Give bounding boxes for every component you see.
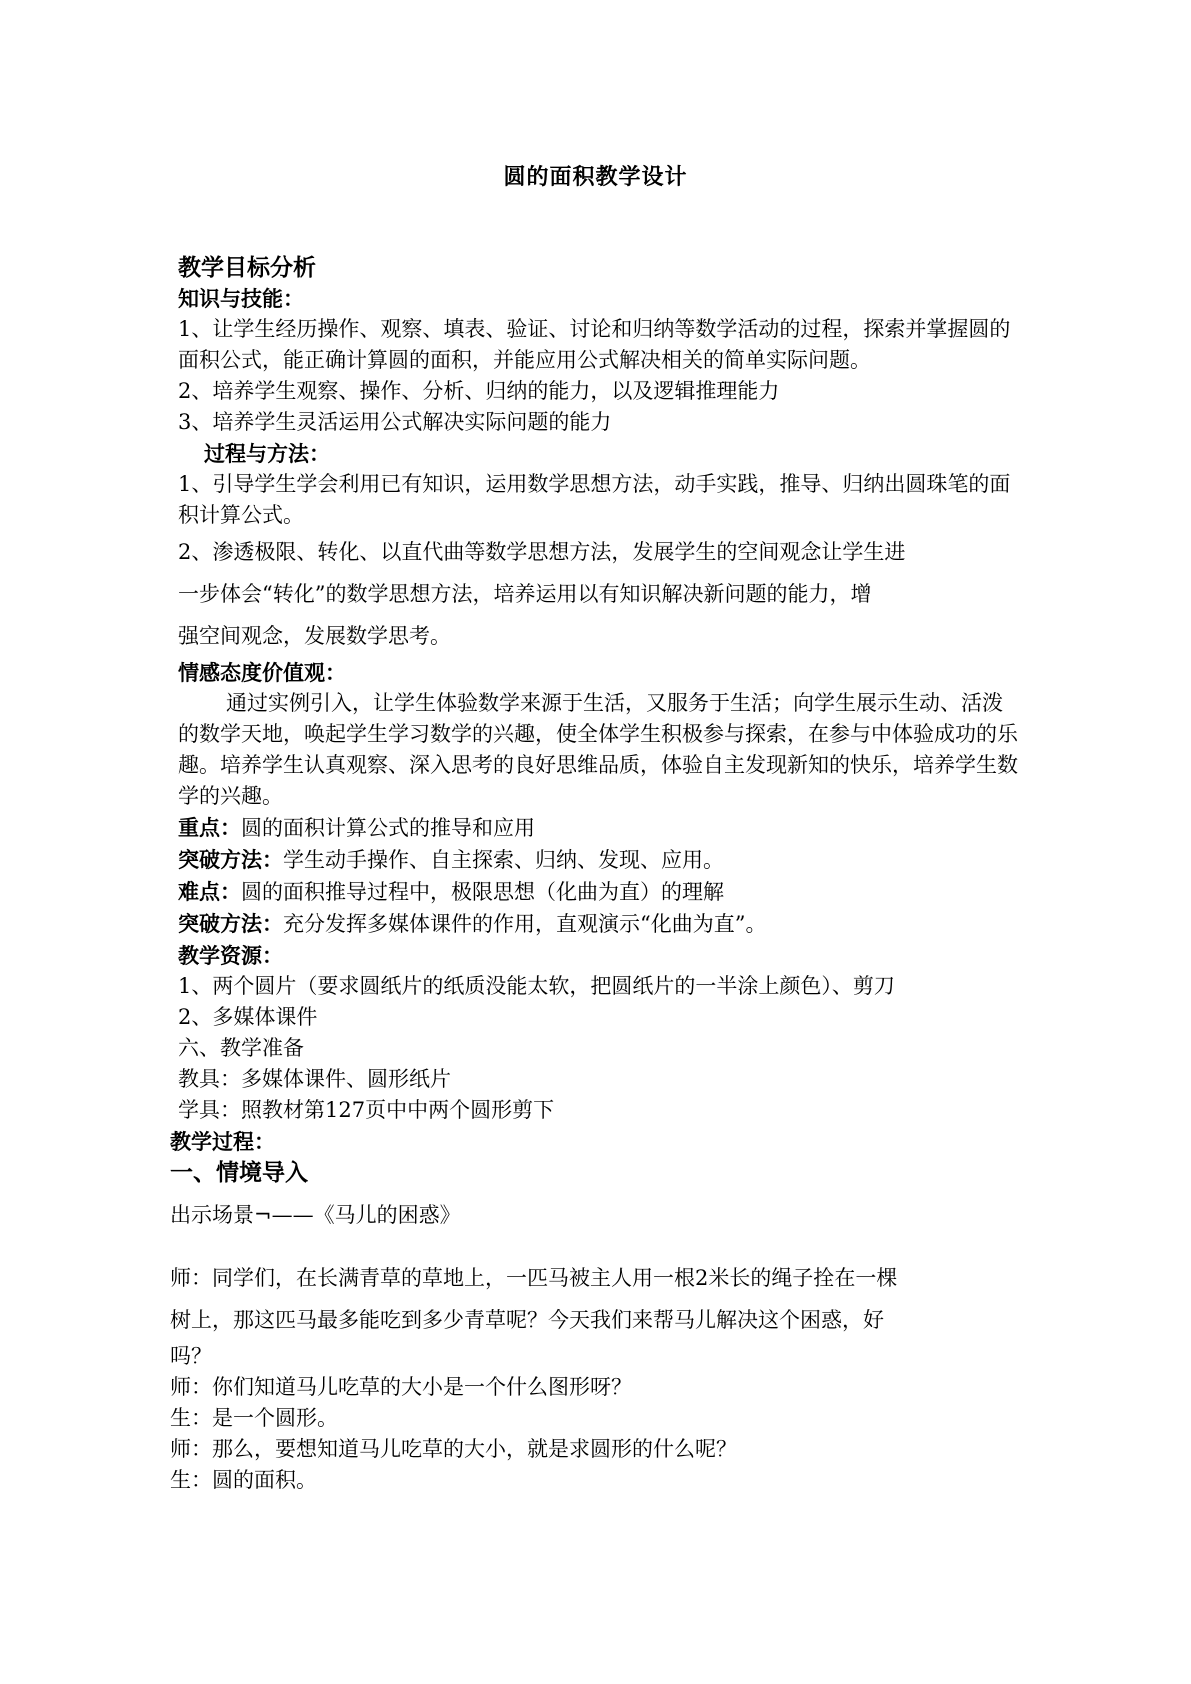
dialog-student-1: 生：是一个圆形。: [170, 1406, 338, 1430]
process-item-2-line-2: 一步体会“转化”的数学思想方法，培养运用以有知识解决新问题的能力，增: [178, 582, 872, 606]
key-point-text: 圆的面积计算公式的推导和应用: [241, 816, 535, 840]
process-item-2-line-3: 强空间观念，发展数学思考。: [178, 624, 451, 648]
process-item-1: 1、引导学生学会利用已有知识，运用数学思想方法，动手实践，推导、归纳出圆珠笔的面积计算公式。: [178, 472, 1011, 527]
document-title: 圆的面积教学设计: [503, 164, 688, 190]
objectives-heading: 教学目标分析: [178, 254, 316, 281]
resources-heading: 教学资源：: [178, 943, 283, 968]
difficulty-text: 圆的面积推导过程中，极限思想（化曲为直）的理解: [241, 880, 724, 904]
dialog-teacher-1-line-2: 树上，那这匹马最多能吃到多少青草呢？今天我们来帮马儿解决这个困惑，好: [170, 1308, 884, 1332]
knowledge-item-1: 1、让学生经历操作、观察、填表、验证、讨论和归纳等数学活动的过程，探索并掌握圆的面积公式，能正确计算圆的面积，并能应用公式解决相关的简单实际问题。: [178, 317, 1011, 372]
key-method-line: [178, 844, 1018, 876]
preparation-teacher: 教具：多媒体课件、圆形纸片: [178, 1067, 451, 1091]
key-method-text: 学生动手操作、自主探索、归纳、发现、应用。: [283, 848, 724, 872]
knowledge-item-2: 2、培养学生观察、操作、分析、归纳的能力，以及逻辑推理能力: [178, 379, 780, 403]
emotion-heading: 情感态度价值观：: [178, 660, 346, 685]
preparation-heading: 六、教学准备: [178, 1036, 304, 1060]
difficulty-method-text: 充分发挥多媒体课件的作用，直观演示“化曲为直”。: [283, 912, 767, 936]
process-item-2-line-1: 2、渗透极限、转化、以直代曲等数学思想方法，发展学生的空间观念让学生进: [178, 540, 906, 564]
key-point-label: 重点：: [178, 815, 241, 840]
key-method-label: 突破方法：: [178, 847, 283, 872]
difficulty-label: 难点：: [178, 879, 241, 904]
dialog-teacher-2: 师：你们知道马儿吃草的大小是一个什么图形呀？: [170, 1375, 632, 1399]
document-body: [170, 252, 1018, 1496]
dialog-teacher-3: 师：那么，要想知道马儿吃草的大小，就是求圆形的什么呢？: [170, 1437, 737, 1461]
difficulty-method-label: 突破方法：: [178, 911, 283, 936]
knowledge-heading: 知识与技能：: [178, 286, 304, 311]
resources-item-2: 2、多媒体课件: [178, 1005, 318, 1029]
key-point-line: [178, 812, 1018, 844]
emotion-paragraph: 通过实例引入，让学生体验数学来源于生活，又服务于生活；向学生展示生动、活泼的数学天地，唤起学生学习数学的兴趣，使全体学生积极参与探索，在参与中体验成功的乐趣。培养学生认真观察、深入思考的良好思维品质，体验自主发现新知的快乐，培养学生数学的兴趣。: [178, 691, 1018, 808]
dialog-student-2: 生：圆的面积。: [170, 1468, 317, 1492]
preparation-student: 学具：照教材第127页中中两个圆形剪下: [178, 1098, 555, 1122]
dialog-teacher-1-line-1: 师：同学们，在长满青草的草地上，一匹马被主人用一根2米长的绳子拴在一棵: [170, 1266, 898, 1290]
knowledge-item-3: 3、培养学生灵活运用公式解决实际问题的能力: [178, 410, 612, 434]
resources-item-1: 1、两个圆片（要求圆纸片的纸质没能太软，把圆纸片的一半涂上颜色）、剪刀: [178, 974, 895, 998]
teaching-process-heading: 教学过程：: [170, 1129, 275, 1154]
difficulty-method-line: [178, 908, 1018, 940]
scene-line: 出示场景¬——《马儿的困惑》: [170, 1203, 461, 1227]
section-1-heading: 一、情境导入: [170, 1159, 308, 1186]
difficulty-line: [178, 876, 1018, 908]
dialog-teacher-1-line-3: 吗？: [170, 1344, 212, 1368]
process-method-heading: 过程与方法：: [204, 441, 330, 466]
